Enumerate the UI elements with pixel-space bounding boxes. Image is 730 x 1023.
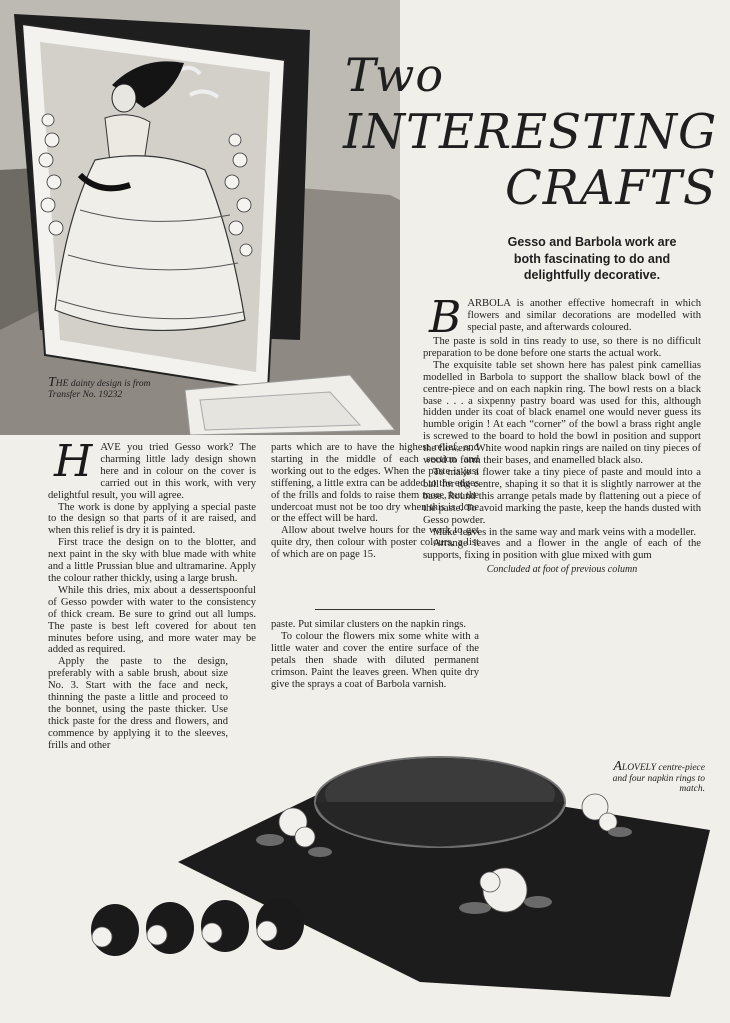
title-line-2: INTERESTING [343,104,718,160]
photo-caption-top [48,375,183,400]
gesso-paragraph [48,436,256,502]
gesso-paragraph: The work is done by applying a special paste to the design so that parts of it are raised, and when this relief is dry it is painted. [48,501,256,537]
gesso-paragraph: First trace the design on to the blotter, and next paint in the sky with blue made with white and a little Prussian blue and ultramarine. Apply the colour rather thickly, using a large brush. [48,537,256,584]
gesso-intro-text: AVE you tried Gesso work? The charming little lady design shown here and in colour on the cover is carried out in this work, with very delightful result, you will agree. [48,442,256,501]
column-divider [315,609,435,610]
barbola-paragraph: The exquisite table set shown here has palest pink camellias modelled in Barbola to support the shallow black bowl of the centre-piece and on each napkin ring. The bowl rests on a black base . . . a sixpenny pastry board was used for this, although hidden under its coat of black enamel one would never guess its humble origin ! At each “corner” of the bowl a brass right angle is screwed to the board to hold the bowl in position and support the flowers. White wood napkin rings are nailed on tiny pieces of wood to form their bases, and enamelled black also. [423,359,701,467]
gesso-photo [0,0,400,435]
gesso-column-2a [271,442,479,561]
subheading-line-2: both fascinating to do and [513,251,671,266]
barbola-intro [423,292,701,343]
barbola-paragraph: The paste is sold in tins ready to use, so there is no difficult preparation to be done before one starts the actual work. [423,336,701,359]
gesso-paragraph: paste. Put similar clusters on the napkin rings. [271,619,467,630]
caption-dropcap: A [613,759,622,774]
gesso-paragraph: While this dries, mix about a dessertspoonful of Gesso powder with water to the consistency of thick cream. Be sure to grind out all lumps. The paste is best left covered for about ten minutes before using, and more water may be added as required. [48,584,256,656]
barbola-paragraph: Make leaves in the same way and mark veins with a modeller. [433,526,696,538]
caption-dropcap: T [48,375,56,390]
gesso-photo-image [0,0,400,435]
barbola-paragraph: To make a flower take a tiny piece of paste and mould into a ball for the centre, shaping it so that it is slightly narrower at the base. Round this arrange petals made by flattening out a piece of the paste. To avoid marking the paste, keep the hands dusted with Gesso powder. [423,466,701,526]
gesso-column-2b [271,619,479,690]
barbola-intro-text: ARBOLA is another effective homecraft in which flowers and similar decorations are modelled with special paste, and afterwards coloured. [467,298,701,333]
barbola-dropcap: B [429,292,462,343]
title-line-1: Two [345,48,445,102]
gesso-dropcap: H [54,436,93,487]
barbola-paragraph: Arrange leaves and a flower in the angle of each of the supports, fixing in position with glue mixed with gum [423,538,701,562]
gesso-paragraph: Allow about twelve hours for the work to get quite dry, then colour with poster colours, a list of which are on page 15. [271,525,479,561]
subheading-line-1: Gesso and Barbola work are [507,235,677,249]
caption-text: HE dainty design is from Transfer No. 19232 [48,379,151,400]
gesso-paragraph: Apply the paste to the design, preferably with a sable brush, about size No. 3. Start with the face and neck, thinning the paste a little and proceed to the bonnet, using the paste thicker. Use thick paste for the dress and flowers, and commence by applying it to the sleeves, frills and other [48,656,228,751]
title-line-3: CRAFTS [505,160,717,216]
gesso-paragraph: To colour the flowers mix some white with a little water and cover the entire surface of the petals then shade with diluted permanent crimson. Paint the leaves green. When quite dry give the sprays a coat of Barbola varnish. [271,630,479,690]
caption-text: LOVELY centre-piece and four napkin rings to match. [612,763,705,794]
photo-caption-bottom [600,759,705,795]
concluded-note: Concluded at foot of previous column [486,564,638,576]
gesso-paragraph: parts which are to have the highest relief, and starting in the middle of each section and working out to the edges. When the paste is just stiffening, a little extra can be added to the edges of the frills and folds to raise them more, but the undercoat must not be too dry when this is done or the effect will be hard. [271,442,479,525]
subheading-line-3: delightfully decorative. [523,268,661,282]
barbola-photo-image [60,712,720,1012]
barbola-photo [60,712,720,1012]
gesso-column-1 [48,436,256,752]
subheading [482,234,702,284]
